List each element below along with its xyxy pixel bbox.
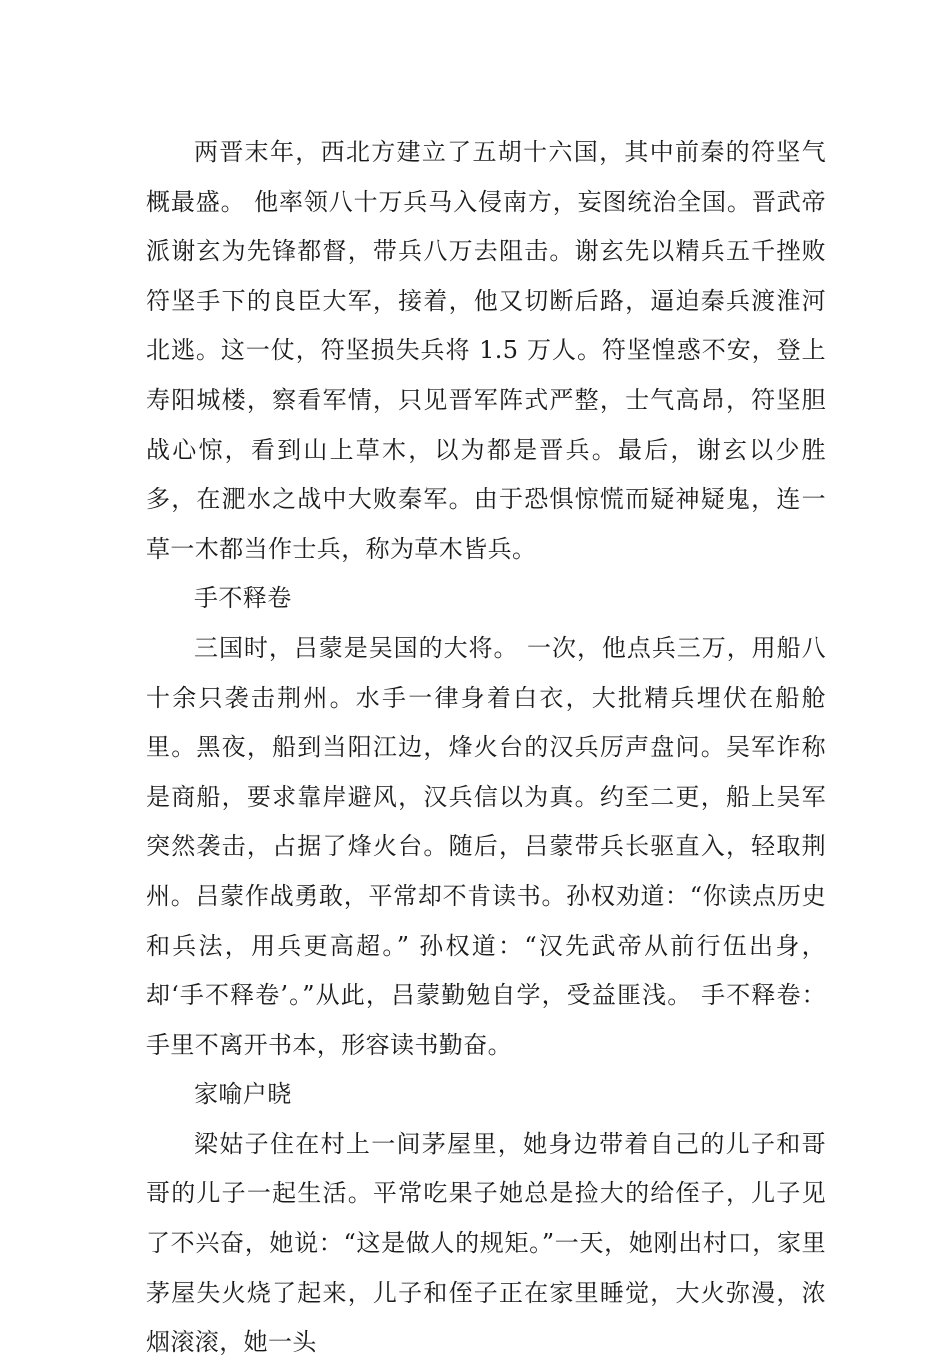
document-body — [146, 128, 826, 1368]
paragraph-caomu-jiebing: 两晋末年，西北方建立了五胡十六国，其中前秦的符坚气概最盛。 他率领八十万兵马入侵南方，妄图统治全国。晋武帝派谢玄为先锋都督，带兵八万去阻击。谢玄先以精兵五千挫败符坚手下的良臣大军，接着，他又切断后路，逼迫秦兵渡淮河北逃。这一仗，符坚损失兵将 1.5 万人。符坚惶惑不安，登上寿阳城楼，察看军情，只见晋军阵式严整，士气高昂，符坚胆战心惊，看到山上草木，以为都是晋兵。最后，谢玄以少胜多，在淝水之战中大败秦军。由于恐惧惊慌而疑神疑鬼，连一草一木都当作士兵，称为草木皆兵。 — [146, 138, 826, 563]
heading-shou-bu-shi-juan: 手不释卷 — [194, 584, 292, 613]
paragraph-jia-yu-hu-xiao: 梁姑子住在村上一间茅屋里，她身边带着自己的儿子和哥哥的儿子一起生活。平常吃果子她总是捡大的给侄子，儿子见了不兴奋，她说：“这是做人的规矩。”一天，她刚出村口，家里茅屋失火烧了起来，儿子和侄子正在家里睡觉，大火弥漫，浓烟滚滚，她一头 — [146, 1129, 826, 1357]
heading-jia-yu-hu-xiao: 家喻户晓 — [194, 1080, 292, 1109]
paragraph-shou-bu-shi-juan: 三国时，吕蒙是吴国的大将。 一次，他点兵三万，用船八十余只袭击荆州。水手一律身着白衣，大批精兵埋伏在船舱里。黑夜，船到当阳江边，烽火台的汉兵厉声盘问。吴军诈称是商船，要求靠岸避风，汉兵信以为真。约至二更，船上吴军突然袭击，占据了烽火台。随后，吕蒙带兵长驱直入，轻取荆州。吕蒙作战勇敢，平常却不肯读书。孙权劝道：“你读点历史和兵法，用兵更高超。” 孙权道：“汉先武帝从前行伍出身，却‘手不释卷’。”从此，吕蒙勤勉自学，受益匪浅。 手不释卷：手里不离开书本，形容读书勤奋。 — [146, 633, 826, 1059]
